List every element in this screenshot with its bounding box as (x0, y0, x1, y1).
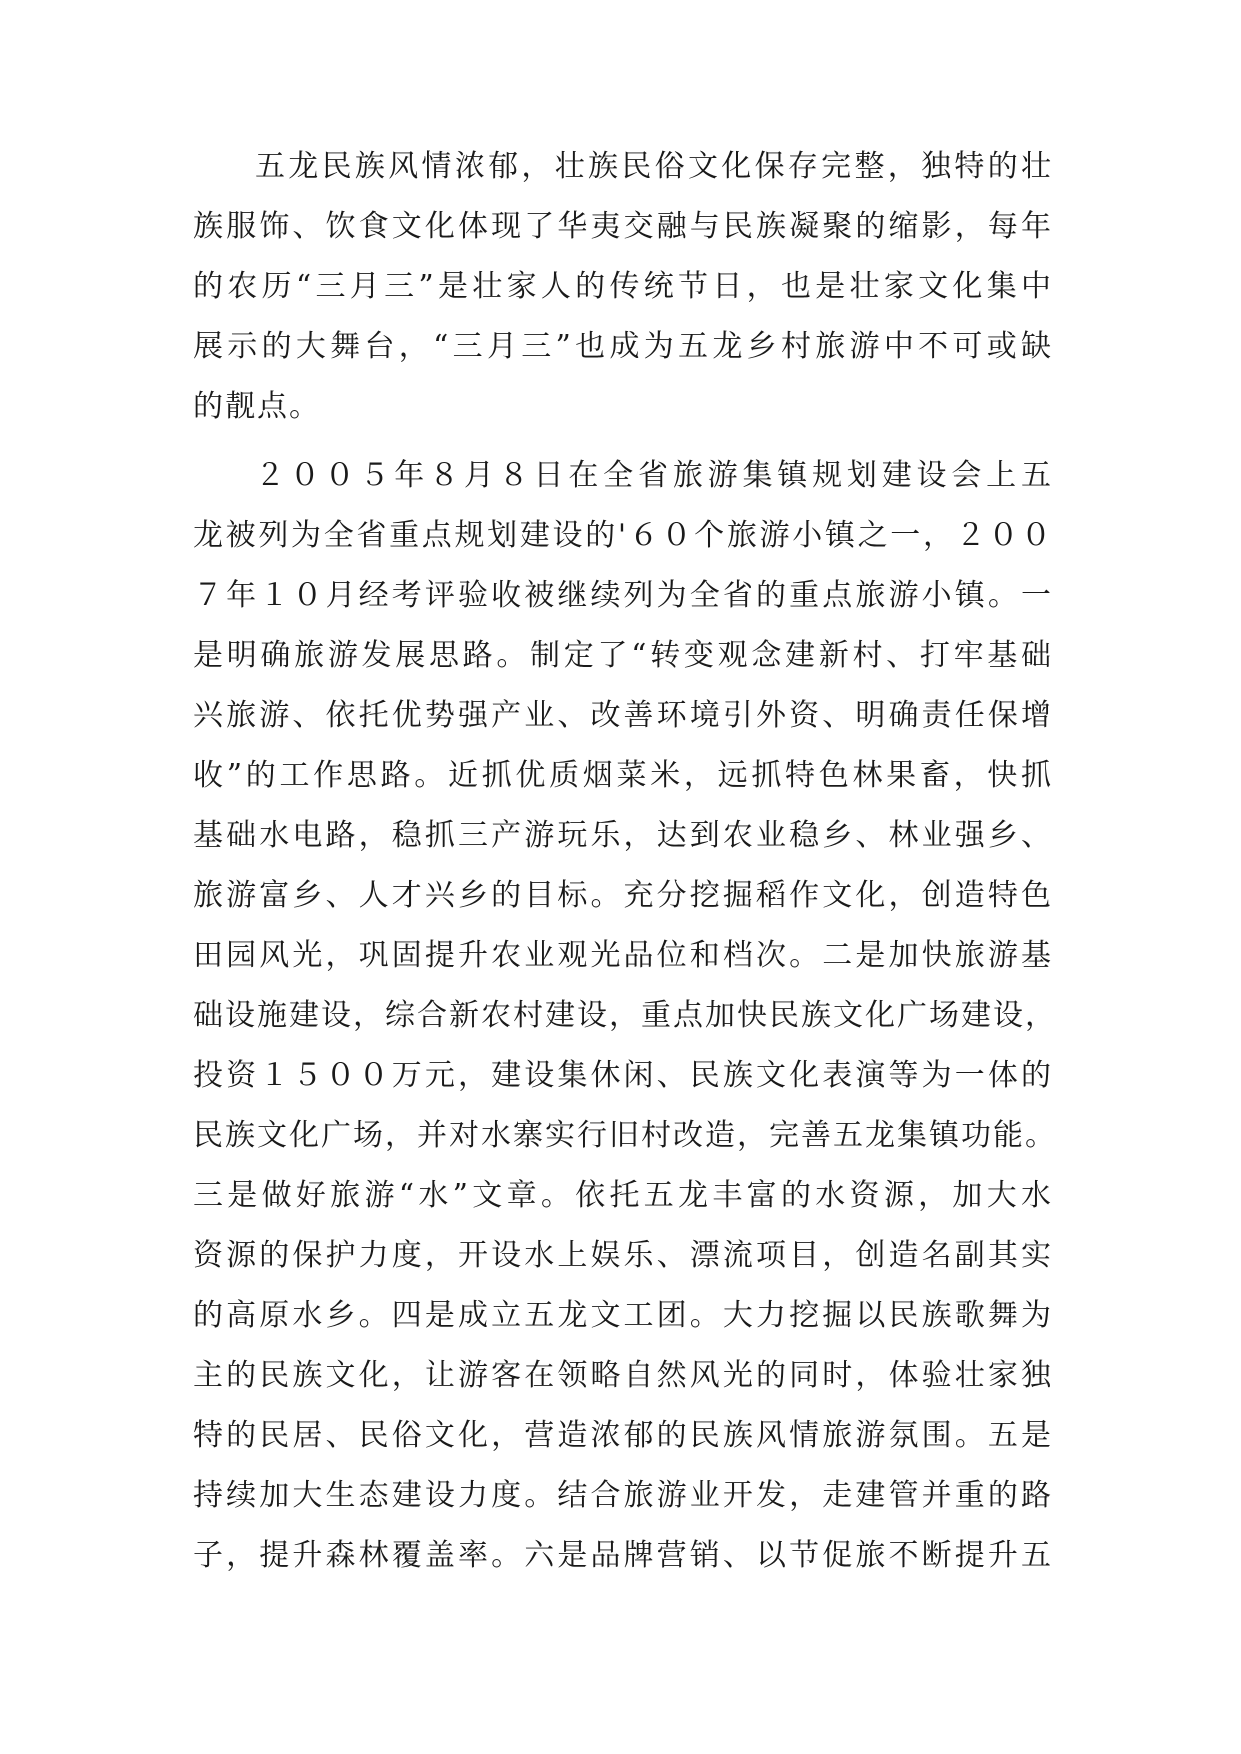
paragraph-1 (193, 137, 1053, 437)
paragraph-line: 的靓点。 (193, 389, 321, 424)
paragraph-line: 投资１５００万元，建设集休闲、民族文化表演等为一体的 (193, 1058, 1053, 1093)
paragraph-line: 龙被列为全省重点规划建设的'６０个旅游小镇之一，２００ (193, 518, 1053, 553)
paragraph-line: 主的民族文化，让游客在领略自然风光的同时，体验壮家独 (193, 1358, 1053, 1393)
paragraph-line: 三是做好旅游“水”文章。依托五龙丰富的水资源，加大水 (193, 1178, 1053, 1213)
paragraph-line: 的高原水乡。四是成立五龙文工团。大力挖掘以民族歌舞为 (193, 1298, 1053, 1333)
paragraph-line: 是明确旅游发展思路。制定了“转变观念建新村、打牢基础 (193, 638, 1053, 673)
paragraph-2 (193, 446, 1057, 1586)
paragraph-line: 特的民居、民俗文化，营造浓郁的民族风情旅游氛围。五是 (193, 1418, 1053, 1453)
paragraph-line: 民族文化广场，并对水寨实行旧村改造，完善五龙集镇功能。 (193, 1118, 1057, 1153)
paragraph-line: 的农历“三月三”是壮家人的传统节日，也是壮家文化集中 (193, 269, 1053, 304)
paragraph-line: ７年１０月经考评验收被继续列为全省的重点旅游小镇。一 (193, 578, 1053, 613)
paragraph-line: 持续加大生态建设力度。结合旅游业开发，走建管并重的路 (193, 1478, 1053, 1513)
paragraph-line: 五龙民族风情浓郁，壮族民俗文化保存完整，独特的壮 (255, 149, 1053, 184)
paragraph-line: 子，提升森林覆盖率。六是品牌营销、以节促旅不断提升五 (193, 1538, 1053, 1573)
paragraph-line: 展示的大舞台，“三月三”也成为五龙乡村旅游中不可或缺 (193, 329, 1053, 364)
paragraph-line: 兴旅游、依托优势强产业、改善环境引外资、明确责任保增 (193, 698, 1053, 733)
paragraph-line: 基础水电路，稳抓三产游玩乐，达到农业稳乡、林业强乡、 (193, 818, 1053, 853)
paragraph-line: 资源的保护力度，开设水上娱乐、漂流项目，创造名副其实 (193, 1238, 1053, 1273)
paragraph-line: ２００５年８月８日在全省旅游集镇规划建设会上五 (255, 458, 1053, 493)
paragraph-line: 收”的工作思路。近抓优质烟菜米，远抓特色林果畜，快抓 (193, 758, 1053, 793)
paragraph-line: 田园风光，巩固提升农业观光品位和档次。二是加快旅游基 (193, 938, 1053, 973)
paragraph-line: 础设施建设，综合新农村建设，重点加快民族文化广场建设， (193, 998, 1057, 1033)
paragraph-line: 旅游富乡、人才兴乡的目标。充分挖掘稻作文化，创造特色 (193, 878, 1053, 913)
paragraph-line: 族服饰、饮食文化体现了华夷交融与民族凝聚的缩影，每年 (193, 209, 1053, 244)
